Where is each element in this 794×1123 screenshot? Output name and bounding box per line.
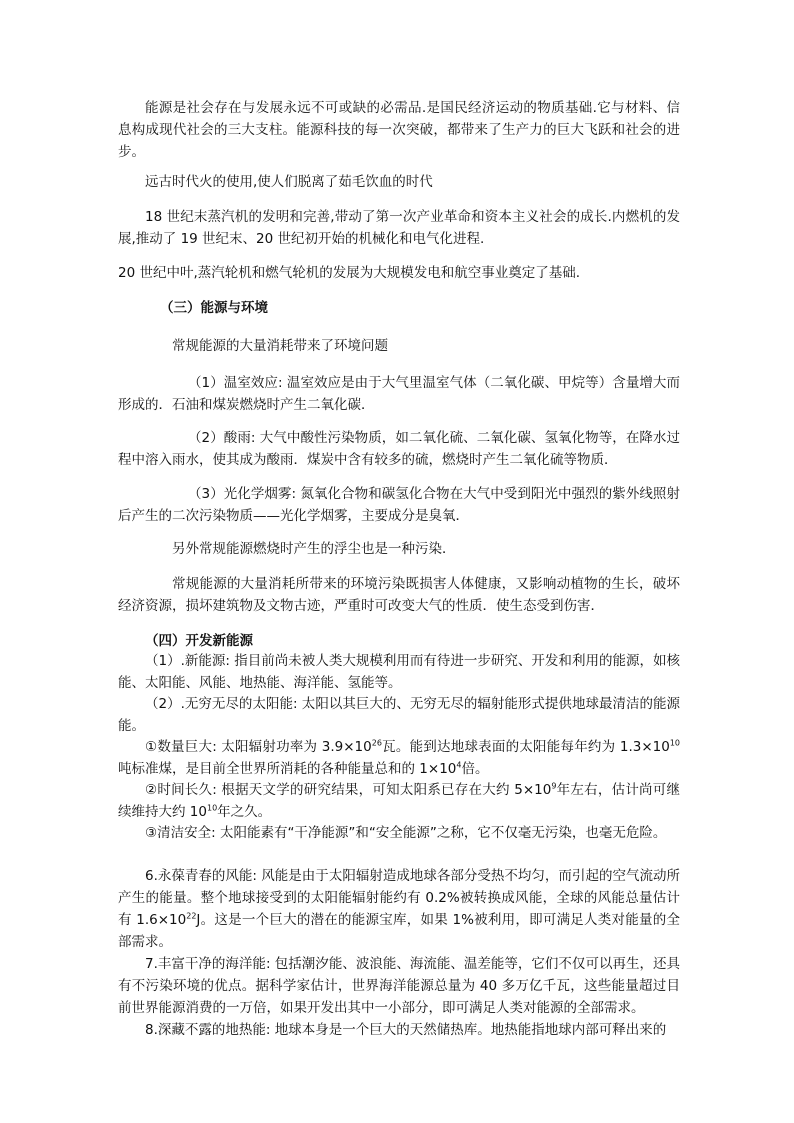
paragraph-solar-quantity [118,736,680,780]
exponent: 26 [371,738,382,748]
paragraph-wind [118,865,680,953]
exponent: 10 [206,803,218,813]
paragraph-solar: （2）.无穷无尽的太阳能: 太阳以其巨大的、无穷无尽的辐射能形式提供地球最清洁的能源能。 [118,696,680,734]
paragraph-ocean: 7.丰富干净的海洋能: 包括潮汐能、波浪能、海流能、温差能等，它们不仅可以再生，还具有不污染环境的优点。据科学家估计，世界海洋能源总量为 40 多万亿千瓦，这些能量超过目前世界能源消费的一万倍，如果开发出其中一小部分，即可满足人类对能源的全部需求。 [118,956,680,1016]
quantity-text-a: ①数量巨大: 太阳辐射功率为 3.9×10 [145,739,372,755]
exponent: 22 [186,911,197,921]
paragraph-greenhouse: （1）温室效应: 温室效应是由于大气里温室气体（二氧化碳、甲烷等）含量增大而形成的．石油和煤炭燃烧时产生二氧化碳． [118,375,680,413]
paragraph-dust: 另外常规能源燃烧时产生的浮尘也是一种污染． [172,541,456,557]
paragraph-turbine: 20 世纪中叶,蒸汽轮机和燃气轮机的发展为大规模发电和航空事业奠定了基础. [118,265,581,281]
time-text-b: 年左右，估计尚可继续维持大约 10 [118,782,681,820]
paragraph-env-summary: 常规能源的大量消耗所带来的环境污染既损害人体健康，又影响动植物的生长，破坏经济资源，损坏建筑物及文物古迹，严重时可改变大气的性质．使生态受到伤害． [118,576,680,614]
time-text-a: ②时间长久: 根据天文学的研究结果，可知太阳系已存在大约 5×10 [145,782,552,798]
paragraph-steam: 18 世纪末蒸汽机的发明和完善,带动了第一次产业革命和资本主义社会的成长.内燃机的发展,推动了 19 世纪末、20 世纪初开始的机械化和电气化进程. [118,209,680,247]
paragraph-solar-clean: ③清洁安全: 太阳能素有“干净能源”和“安全能源”之称，它不仅毫无污染，也毫无危险。 [145,825,667,841]
section-heading-new-energy: （四）开发新能源 [145,633,253,649]
wind-text-a: 6.永葆青春的风能: 风能是由于太阳辐射造成地球各部分受热不均匀，而引起的空气流动所产生的能量。整个地球接受到的太阳能辐射能约有 0.2%被转换成风能，全球的风能总量估计有 1.6×10 [118,868,680,928]
exponent: 10 [669,738,681,748]
paragraph-intro: 能源是社会存在与发展永远不可或缺的必需品.是国民经济运动的物质基础.它与材料、信息构成现代社会的三大支柱。能源科技的每一次突破，都带来了生产力的巨大飞跃和社会的进步。 [118,100,680,160]
section-heading-environment: （三）能源与环境 [160,300,268,316]
paragraph-smog: （3）光化学烟雾: 氮氧化合物和碳氢化合物在大气中受到阳光中强烈的紫外线照射后产生的二次污染物质——光化学烟雾，主要成分是臭氧． [118,486,680,524]
quantity-text-d: 倍。 [461,761,489,777]
paragraph-fire: 远古时代火的使用,使人们脱离了茹毛饮血的时代 [145,174,433,190]
exponent: 4 [456,760,462,770]
wind-text-b: J。这是一个巨大的潜在的能源宝库，如果 1%被利用，即可满足人类对能量的全部需求。 [118,912,680,950]
paragraph-new-energy: （1）.新能源: 指目前尚未被人类大规模利用而有待进一步研究、开发和利用的能源，如核能、太阳能、风能、地热能、海洋能、氢能等。 [118,653,680,691]
paragraph-solar-time [118,779,680,823]
paragraph-env-intro: 常规能源的大量消耗带来了环境问题 [172,338,388,354]
quantity-text-c: 吨标准煤，是目前全世界所消耗的各种能量总和的 1×10 [118,761,457,777]
paragraph-geothermal: 8.深藏不露的地热能: 地球本身是一个巨大的天然储热库。地热能指地球内部可释出来的 [145,1022,667,1038]
paragraph-acid-rain: （2）酸雨: 大气中酸性污染物质，如二氧化硫、二氧化碳、氢氧化物等，在降水过程中溶入雨水，使其成为酸雨．煤炭中含有较多的硫，燃烧时产生二氧化硫等物质． [118,430,680,468]
exponent: 9 [551,781,557,791]
quantity-text-b: 瓦。能到达地球表面的太阳能每年约为 1.3×10 [381,739,670,755]
time-text-c: 年之久。 [217,804,272,820]
